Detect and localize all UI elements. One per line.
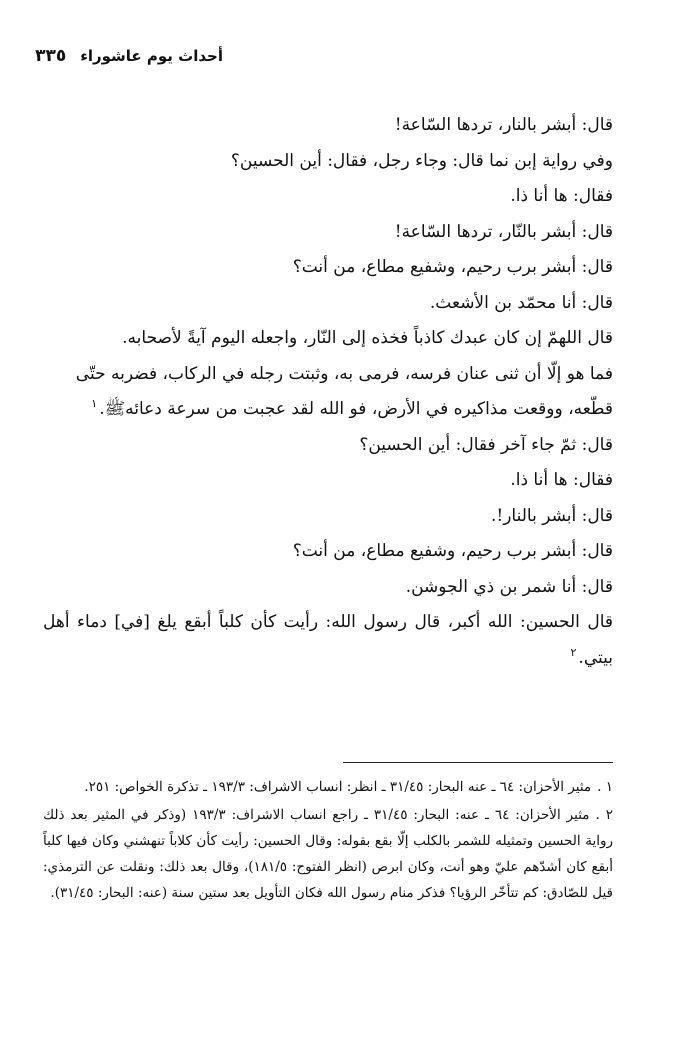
footnote-number: ٢ . bbox=[595, 807, 613, 823]
footnote-text: مثير الأحزان: ٦٤ ـ عنه البحار: ٣١/٤٥ ـ انظر: انساب الاشراف: ١٩٣/٣ ـ تذكرة الخواص: ٢٥١. bbox=[84, 779, 592, 795]
footnote-separator bbox=[343, 762, 613, 763]
footnote-item bbox=[43, 802, 613, 906]
text-line: قال اللهمّ إن كان عبدك كاذباً فخذه إلى النّار، واجعله اليوم آيةً لأصحابه. bbox=[122, 328, 613, 348]
text-line: قال: ثمّ جاء آخر فقال: أين الحسين؟ bbox=[359, 434, 613, 455]
text-line: قال: أنا محمّد بن الأشعث. bbox=[429, 292, 613, 313]
text-line: فقال: ها أنا ذا. bbox=[510, 186, 613, 206]
footnote-item bbox=[43, 774, 613, 800]
footnotes bbox=[43, 774, 613, 908]
text-line: قال: أبشر بالنّار، تردها السّاعة! bbox=[394, 221, 613, 242]
footnote-text: مثير الأحزان: ٦٤ ـ عنه: البحار: ٣١/٤٥ ـ راجع انساب الاشراف: ١٩٣/٣ (وذكر في المثير بعد ذلك رواية الحسين وتمثيله للشمر بالكلب إلّا بقع بقوله: وقال الحسين: رأيت كأن كلاباً تنهشني وكان فيها كلباً أبقع كان أشدّهم عليّ وهو أنت، وكان ابرص (انظر الفتوح: ١٨١/٥)، وقال بعد ذلك: ونقلت عن الترمذي: قيل للصّادق: كم تتأخّر الرؤيا؟ فذكر منام رسول الله فكان التأويل بعد ستين سنة (عنه: البحار: ٣١/٤٥). bbox=[43, 807, 613, 901]
running-header bbox=[35, 46, 223, 66]
text-line: قال: أبشر بالنار!. bbox=[490, 505, 613, 526]
footnote-number: ١ . bbox=[597, 779, 613, 795]
footnote-ref-1: ١ bbox=[91, 397, 98, 410]
text-line: فقال: ها أنا ذا. bbox=[510, 470, 613, 490]
text-line: وفي رواية إبن نما قال: وجاء رجل، فقال: أين الحسين؟ bbox=[230, 150, 613, 171]
chapter-title: أحداث يوم عاشوراء bbox=[80, 47, 223, 65]
text-line: قال: أبشر برب رحيم، وشفيع مطاع، من أنت؟ bbox=[292, 257, 613, 277]
footnote-ref-2: ٢ bbox=[570, 645, 577, 659]
main-text bbox=[43, 108, 613, 676]
text-paragraph-with-footnote bbox=[43, 605, 613, 676]
page-number: ٣٣٥ bbox=[35, 46, 67, 66]
text-line: قال: أنا شمر بن ذي الجوشن. bbox=[405, 576, 613, 597]
salutation-glyph: ﷺ bbox=[104, 399, 126, 419]
text-line: فما هو إلّا أن ثنى عنان فرسه، فرمى به، وثبتت رجله في الركاب، فضربه حتّى bbox=[75, 363, 613, 384]
text-line-content: قطّعه، ووقعت مذاكيره في الأرض، فو الله لقد عجبت من سرعة دعائه bbox=[125, 399, 613, 419]
text-line: قال: أبشر برب رحيم، وشفيع مطاع، من أنت؟ bbox=[292, 541, 613, 561]
text-line-content: قال الحسين: الله أكبر، قال رسول الله: رأيت كأن كلباً أبقع يلغ [في] دماء أهل بيتي. bbox=[43, 612, 613, 668]
text-line: قال: أبشر بالنار، تردها السّاعة! bbox=[394, 115, 613, 135]
text-line-with-footnote: قطّعه، ووقعت مذاكيره في الأرض، فو الله لقد عجبت من سرعة دعائهﷺ.$^١$ bbox=[91, 397, 613, 419]
